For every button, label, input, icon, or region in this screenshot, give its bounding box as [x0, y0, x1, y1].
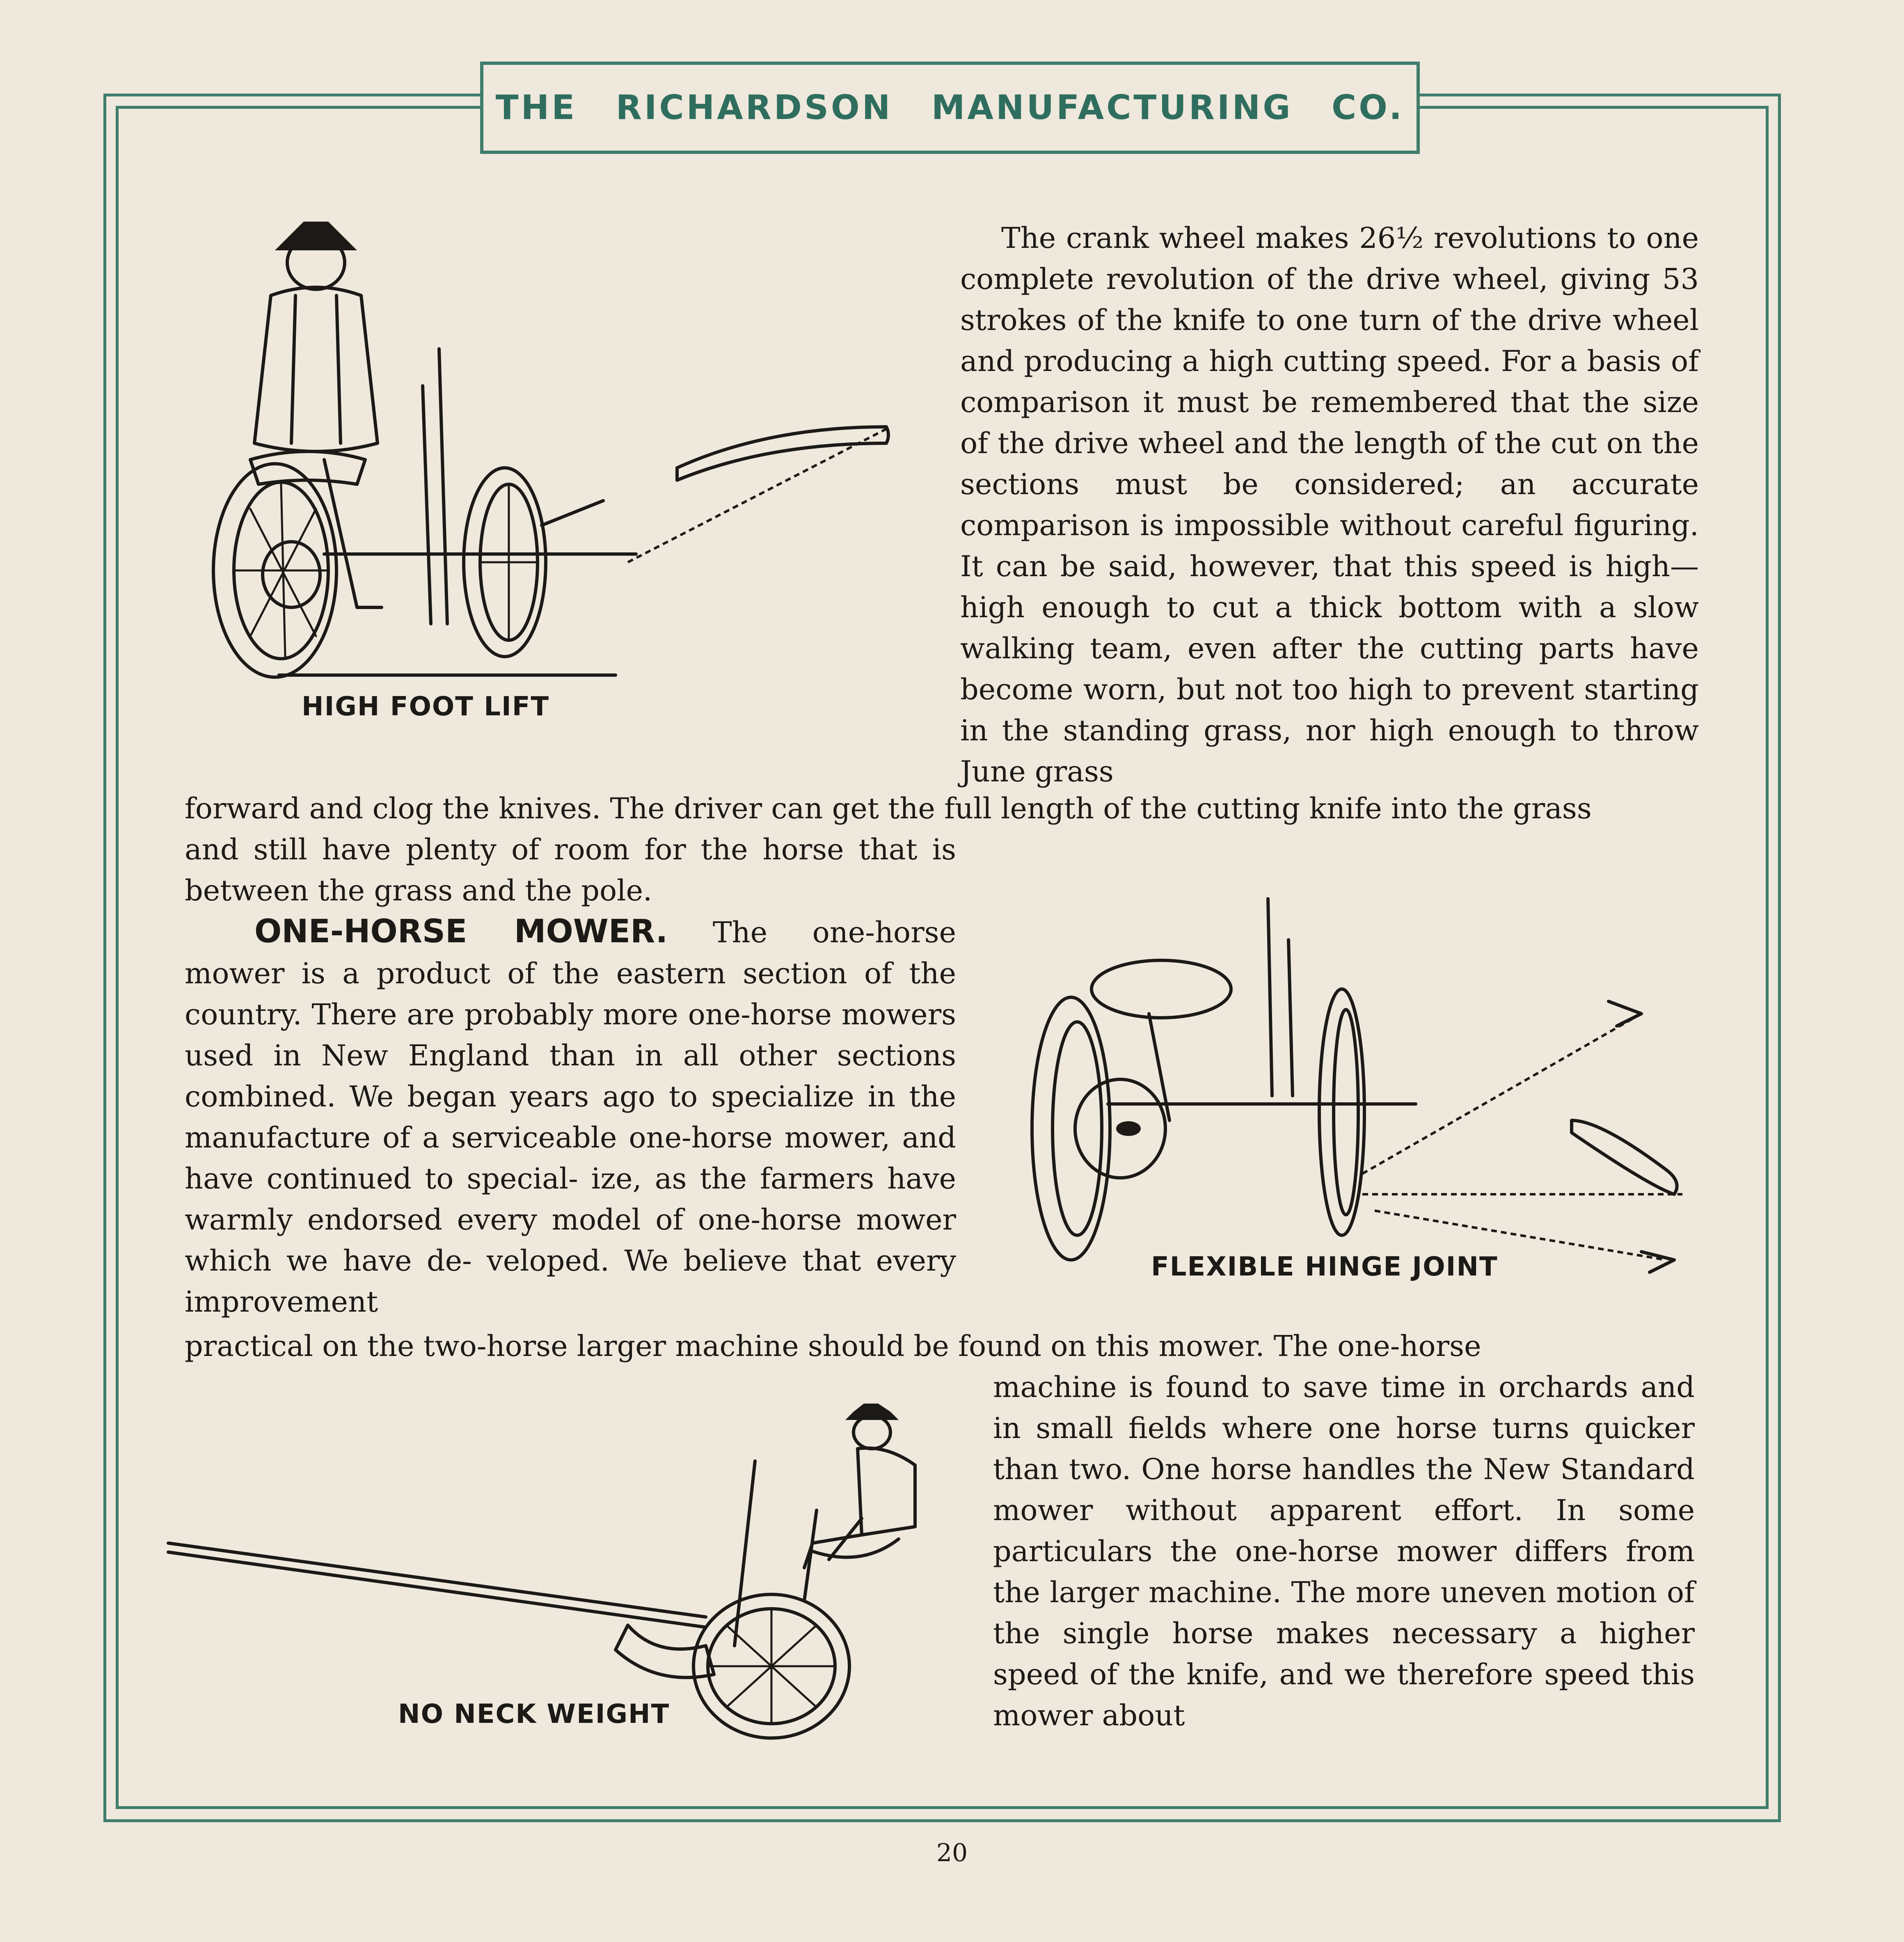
high-foot-lift-illustration [193, 213, 899, 685]
caption-high-foot-lift: HIGH FOOT LIFT [302, 692, 550, 722]
body-paragraph-right: The crank wheel makes 26½ revolutions to one complete revolution of the drive wheel, giving 53 strokes of the knife to one turn of the drive wheel and producing a high cutting speed. For a basis of comparison it must be remembered that the size of the drive wheel and the length of the cut on the sections must be considered; an accurate comparison is impossible without careful figuring. It can be said, however, that this speed is high—high enough to cut a thick bottom with a slow walking team, even after the cutting parts have become worn, but not too high to prevent starting in the standing grass, nor high enough to throw June grass [960, 221, 1699, 788]
one-horse-mower-paragraph [185, 911, 956, 1322]
page-number: 20 [936, 1839, 968, 1867]
body-paragraph-left: and still have plenty of room for the horse that is between the grass and the pole. [185, 833, 956, 907]
no-neck-weight-illustration [164, 1404, 936, 1736]
caption-no-neck-weight: NO NECK WEIGHT [398, 1699, 670, 1729]
caption-flexible-hinge-joint: FLEXIBLE HINGE JOINT [1151, 1252, 1498, 1282]
flexible-hinge-joint-illustration [1026, 891, 1703, 1301]
body-paragraph-right-2: machine is found to save time in orchards and in small fields where one horse turns quicker than two. One horse handles the New Standard mower without apparent effort. In some particulars the one-horse mower differs from the larger machine. The more uneven motion of the single horse makes necessary a higher speed of the knife, and we therefore speed this mower about [993, 1370, 1695, 1732]
one-horse-mower-text: The one-horse mower is a product of the eastern section of the country. There are probably more one-horse mowers used in New England than in all other sections combined. We began years ago to specialize in the manufacture of a serviceable one-horse mower, and have continued to special- ize, as the farmers have warmly endorsed every model of one-horse mower which we have de- veloped. We believe that every improvement [185, 916, 956, 1319]
body-paragraph-wide: forward and clog the knives. The driver can get the full length of the cutting knife into the grass [185, 792, 1592, 825]
header-box [480, 62, 1420, 154]
one-horse-mower-heading: ONE-HORSE MOWER. [254, 913, 668, 950]
body-paragraph-wide-2: practical on the two-horse larger machine should be found on this mower. The one-horse [185, 1329, 1481, 1363]
header-title: THE RICHARDSON MANUFACTURING CO. [495, 88, 1405, 127]
